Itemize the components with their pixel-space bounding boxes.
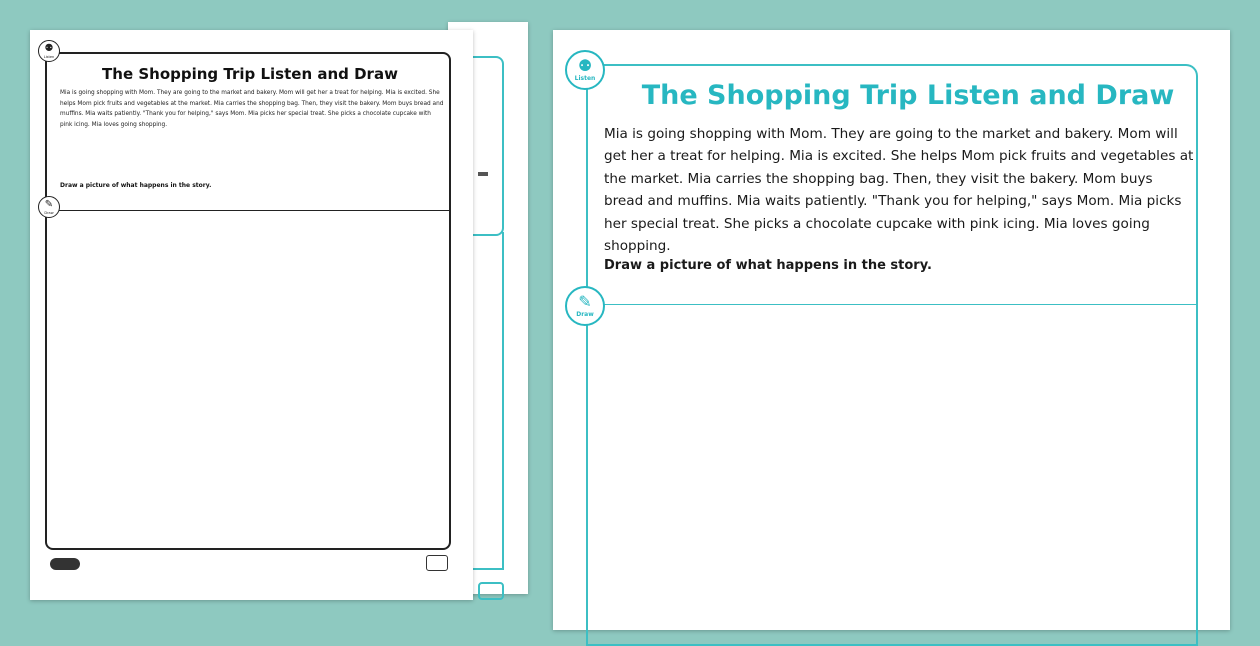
greyscale-worksheet-preview (30, 30, 473, 600)
listen-badge (565, 50, 605, 90)
ear-icon: ⚉ (577, 56, 593, 75)
worksheet-title: The Shopping Trip Listen and Draw (102, 65, 398, 83)
draw-label: Draw (576, 311, 594, 318)
listen-badge (38, 40, 60, 62)
listen-label: Listen (43, 54, 55, 59)
drawing-prompt: Draw a picture of what happens in the story. (60, 182, 212, 189)
draw-badge (565, 286, 605, 326)
drawing-area (586, 304, 1198, 646)
draw-label: Draw (44, 210, 54, 215)
story-text: Mia is going shopping with Mom. They are going to the market and bakery. Mom will get her a treat for helping. Mia is excited. She helps Mom pick fruits and vegetables at the market. Mia carries the shopping bag. Then, they visit the bakery. Mom buys bread and muffins. Mia waits patiently. "Thank you for helping," says Mom. Mia picks her special treat. She picks a chocolate cupcake with pink icing. Mia loves going shopping. (604, 126, 1194, 255)
pencil-icon: ✎ (44, 198, 54, 210)
worksheet-title: The Shopping Trip Listen and Draw (641, 80, 1175, 111)
story-text: Mia is going shopping with Mom. They are going to the market and bakery. Mom will get her a treat for helping. Mia is excited. She helps Mom pick fruits and vegetables at the market. Mia carries the shopping bag. Then, they visit the bakery. Mom buys bread and muffins. Mia waits patiently. "Thank you for helping," says Mom. Mia picks her special treat. She picks a chocolate cupcake with pink icing. Mia loves going shopping. (60, 90, 444, 128)
drawing-prompt: Draw a picture of what happens in the story. (604, 258, 932, 273)
back-logo-icon (478, 582, 504, 600)
drawing-area (45, 208, 451, 550)
colour-worksheet (553, 30, 1230, 630)
listen-label: Listen (574, 75, 596, 82)
brand-logo (50, 558, 80, 570)
footer-logo-icon (426, 555, 448, 571)
ear-icon: ⚉ (44, 42, 54, 54)
draw-badge (38, 196, 60, 218)
back-text-fragment (478, 172, 488, 176)
pencil-icon: ✎ (578, 292, 592, 311)
